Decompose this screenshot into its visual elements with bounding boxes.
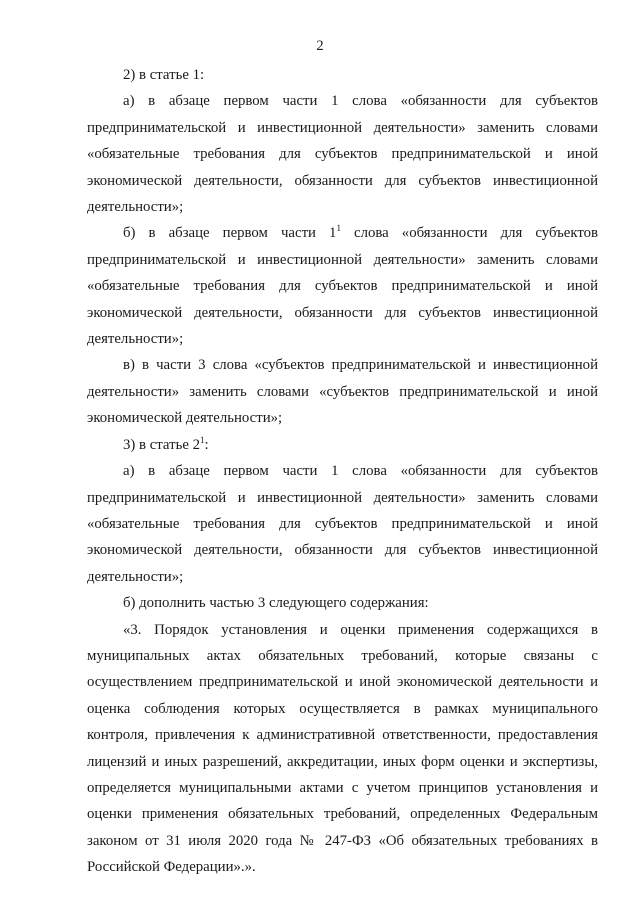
paragraph-text: слова «обязанности для субъектов предпринимательской и инвестиционной деятельности» заменить словами «обязательные требования для субъектов предпринимательской и иной экономической деятельности, обязанности для субъектов инвестиционной деятельности»; [87, 225, 599, 348]
paragraph-article-1-item-v [87, 352, 598, 431]
page-number: 2 [316, 38, 324, 54]
paragraph-text: в) в части 3 слова «субъектов предпринимательской и инвестиционной деятельности» заменить словами «субъектов предпринимательской и иной экономической деятельности»; [87, 357, 598, 427]
paragraph-article-2-1-item-b [87, 590, 598, 616]
paragraph-article-1-item-b [87, 220, 598, 352]
paragraph-new-part-3 [87, 617, 598, 881]
superscript: 1 [200, 434, 205, 445]
paragraph-article-1-item-a [87, 88, 598, 220]
superscript: 1 [336, 223, 341, 234]
paragraph-article-2-1-heading [87, 432, 598, 458]
document-body [87, 62, 598, 881]
paragraph-text: а) в абзаце первом части 1 слова «обязанности для субъектов предпринимательской и инвестиционной деятельности» заменить словами «обязательные требования для субъектов предпринимательской и иной экономической деятельности, обязанности для субъектов инвестиционной деятельности»; [87, 463, 598, 585]
paragraph-text: «3. Порядок установления и оценки применения содержащихся в муниципальных актах обязательных требований, которые связаны с осуществлением предпринимательской и иной экономической деятельности и оценка соблюдения которых осуществляется в рамках муниципального контроля, привлечения к административной ответственности, предоставления лицензий и иных разрешений, аккредитации, иных форм оценки и экспертизы, определяется муниципальными актами с учетом принципов установления и оценки применения обязательных требований, определенных Федеральным законом от 31 июля 2020 года № 247-ФЗ «Об обязательных требованиях в Российской Федерации».». [87, 621, 598, 876]
paragraph-text: б) дополнить частью 3 следующего содержания: [123, 595, 429, 612]
paragraph-text: а) в абзаце первом части 1 слова «обязанности для субъектов предпринимательской и инвестиционной деятельности» заменить словами «обязательные требования для субъектов предпринимательской и иной экономической деятельности, обязанности для субъектов инвестиционной деятельности»; [87, 93, 598, 216]
paragraph-text: : [204, 436, 209, 453]
paragraph-text: б) в абзаце первом части 1 [123, 225, 337, 242]
paragraph-article-1-heading [87, 62, 598, 88]
paragraph-article-2-1-item-a [87, 458, 598, 590]
paragraph-text: 2) в статье 1: [123, 67, 205, 83]
paragraph-text: 3) в статье 2 [123, 436, 200, 453]
